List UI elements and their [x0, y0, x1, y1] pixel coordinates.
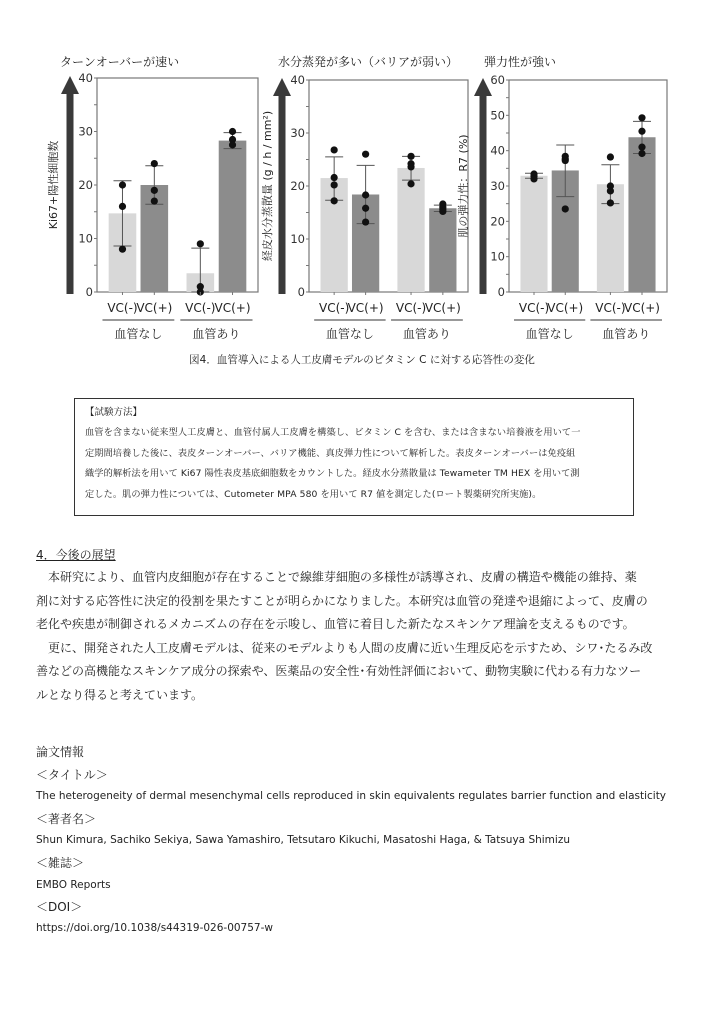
- method-line: 織学的解析法を用いて Ki67 陽性表皮基底細胞数をカウントした。経皮水分蒸散量は Tewameter TM HEX を用いて測: [85, 468, 580, 479]
- data-point: [638, 144, 645, 151]
- group-label: 血管なし: [114, 327, 163, 341]
- y-tick-label: 30: [490, 179, 505, 193]
- data-point: [562, 157, 569, 164]
- data-point: [362, 191, 369, 198]
- data-point: [331, 197, 338, 204]
- group-label: 血管あり: [602, 327, 651, 341]
- data-point: [362, 151, 369, 158]
- bar: [520, 176, 547, 292]
- paper-journal-label: ＜雑誌＞: [36, 856, 85, 870]
- x-tick-label: VC(+): [136, 301, 173, 315]
- x-tick-label: VC(-): [319, 301, 350, 315]
- y-tick-label: 40: [290, 73, 305, 87]
- axis-arrow-shaft: [67, 92, 74, 294]
- y-tick-label: 20: [78, 178, 93, 192]
- data-point: [229, 128, 236, 135]
- data-point: [331, 181, 338, 188]
- data-point: [638, 128, 645, 135]
- x-tick-label: VC(-): [107, 301, 138, 315]
- x-tick-label: VC(-): [185, 301, 216, 315]
- data-point: [607, 199, 614, 206]
- data-point: [362, 205, 369, 212]
- chart-water-loss: [260, 54, 468, 341]
- y-axis-label: Ki67+陽性細胞数: [47, 140, 60, 230]
- data-point: [229, 141, 236, 148]
- paper-title-label: ＜タイトル＞: [36, 768, 108, 782]
- x-tick-label: VC(+): [547, 301, 584, 315]
- data-point: [638, 150, 645, 157]
- x-tick-label: VC(+): [623, 301, 661, 315]
- chart-turnover: [46, 54, 258, 341]
- y-tick-label: 30: [290, 126, 305, 140]
- outlook-line: 老化や疾患が制御されるメカニズムの存在を示唆し、血管に着目した新たなスキンケア理論を支えるものです。: [36, 617, 635, 631]
- data-point: [151, 187, 158, 194]
- data-point: [331, 146, 338, 153]
- group-label: 血管あり: [402, 327, 451, 341]
- data-point: [607, 153, 614, 160]
- y-tick-label: 40: [78, 71, 93, 85]
- x-tick-label: VC(-): [518, 301, 550, 315]
- y-tick-label: 20: [490, 214, 505, 229]
- data-point: [197, 240, 204, 247]
- data-point: [638, 114, 645, 121]
- data-point: [119, 246, 126, 253]
- y-tick-label: 10: [78, 231, 93, 246]
- data-point: [407, 163, 414, 170]
- chart-title: 弾力性が強い: [484, 55, 557, 69]
- x-tick-label: VC(-): [595, 301, 626, 315]
- x-tick-label: VC(+): [424, 301, 461, 315]
- bar: [219, 141, 247, 292]
- y-tick-label: 0: [85, 285, 93, 299]
- chart-elasticity: [456, 54, 667, 341]
- axis-arrow-shaft: [279, 94, 286, 294]
- y-axis-label: 経皮水分蒸散量 (g / h / mm²): [261, 110, 274, 262]
- y-tick-label: 50: [490, 108, 505, 123]
- y-axis-label: 肌の弾力性：R7 (%): [457, 134, 470, 238]
- data-point: [562, 205, 569, 212]
- outlook-line: 本研究により、血管内皮細胞が存在することで線維芽細胞の多様性が誘導され、皮膚の構造や機能の維持、薬: [36, 570, 637, 584]
- data-point: [439, 208, 446, 215]
- method-line: 定した。肌の弾力性については、Cutometer MPA 580 を用いて R7 値を測定した(ロート製薬研究所実施)。: [85, 488, 542, 500]
- paper-authors: Shun Kimura, Sachiko Sekiya, Sawa Yamashiro, Tetsutaro Kikuchi, Masatoshi Haga, & Tatsuya Shimizu: [36, 834, 570, 846]
- data-point: [407, 180, 414, 187]
- bar: [429, 208, 456, 292]
- paper-title: The heterogeneity of dermal mesenchymal cells reproduced in skin equivalents regulates barrier function and elasticity: [36, 790, 667, 802]
- data-point: [151, 160, 158, 167]
- data-point: [151, 197, 158, 204]
- data-point: [407, 153, 414, 160]
- figure-caption: 図4．血管導入による人工皮膚モデルのビタミン C に対する応答性の変化: [189, 354, 535, 366]
- data-point: [607, 187, 614, 194]
- outlook-line: 剤に対する応答性に決定的役割を果たすことが明らかになりました。本研究は血管の発達や退縮によって、皮膚の: [36, 593, 648, 608]
- data-point: [530, 175, 537, 182]
- y-tick-label: 0: [297, 285, 305, 299]
- axis-arrow-head-icon: [273, 78, 291, 96]
- paper-journal: EMBO Reports: [36, 879, 111, 891]
- group-label: 血管なし: [525, 327, 574, 341]
- chart-title: ターンオーバーが速い: [60, 55, 180, 69]
- method-heading: 【試験方法】: [85, 407, 143, 418]
- data-point: [362, 218, 369, 225]
- paper-doi[interactable]: https://doi.org/10.1038/s44319-026-00757-w: [36, 922, 273, 934]
- outlook-line: ルとなり得ると考えています。: [36, 687, 204, 702]
- group-label: 血管なし: [325, 327, 374, 341]
- paper-doi-label: ＜DOI＞: [36, 900, 83, 914]
- x-tick-label: VC(+): [214, 301, 251, 315]
- data-point: [119, 181, 126, 188]
- bar: [628, 137, 655, 292]
- method-line: 血管を含まない従来型人工皮膚と、血管付属人工皮膚を構築し、ビタミン C を含む、または含まない培養液を用いて一: [85, 427, 581, 438]
- y-tick-label: 20: [290, 179, 305, 193]
- data-point: [119, 203, 126, 210]
- paper-authors-label: ＜著者名＞: [36, 812, 97, 826]
- outlook-line: 善などの高機能なスキンケア成分の探索や、医薬品の安全性･有効性評価において、動物実験に代わる有力なツー: [36, 664, 642, 678]
- y-tick-label: 10: [490, 249, 505, 264]
- figure-4-charts: [0, 0, 724, 345]
- outlook-line: 更に、開発された人工皮膚モデルは、従来のモデルよりも人間の皮膚に近い生理反応を示すため、シワ･たるみ改: [36, 640, 653, 655]
- method-line: 定期間培養した後に、表皮ターンオーバー、バリア機能、真皮弾力性について解析した。表皮ターンオーバーは免疫組: [85, 447, 576, 459]
- y-tick-label: 10: [290, 232, 305, 246]
- method-box: [74, 398, 634, 516]
- group-label: 血管あり: [192, 327, 241, 341]
- section-title-outlook: 4．今後の展望: [36, 548, 116, 562]
- axis-arrow-head-icon: [61, 76, 79, 94]
- y-tick-label: 30: [78, 124, 93, 139]
- data-point: [331, 174, 338, 181]
- y-tick-label: 40: [490, 143, 505, 158]
- y-tick-label: 0: [497, 285, 505, 299]
- axis-arrow-shaft: [480, 94, 487, 294]
- chart-title: 水分蒸発が多い（バリアが弱い）: [278, 55, 459, 69]
- axis-arrow-head-icon: [474, 78, 492, 96]
- x-tick-label: VC(-): [395, 301, 427, 315]
- x-tick-label: VC(+): [347, 301, 384, 315]
- y-tick-label: 60: [490, 73, 505, 87]
- paper-info-heading: 論文情報: [36, 745, 85, 759]
